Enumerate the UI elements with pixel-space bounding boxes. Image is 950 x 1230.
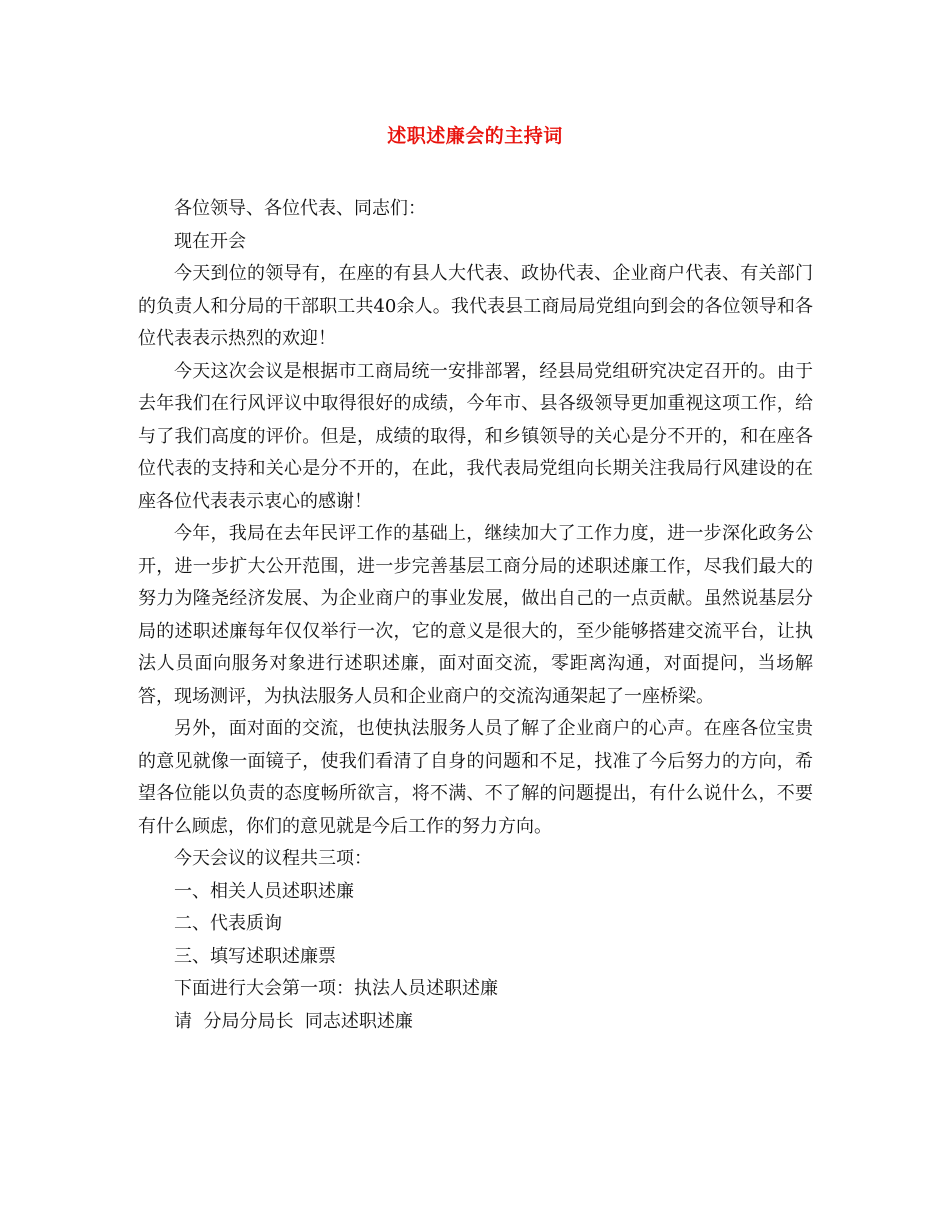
- first-item-announcement: 下面进行大会第一项：执法人员述职述廉: [174, 978, 498, 999]
- speaker-invitation: 请 分局分局长 同志述职述廉: [174, 1010, 413, 1032]
- feedback-paragraph: 另外，面对面的交流，也使执法服务人员了解了企业商户的心声。在座各位宝贵的意见就像一面镜子，使我们看清了自身的问题和不足，找准了今后努力的方向，希望各位能以负责的态度畅所欲言，将不满、不了解的问题提出，有什么说什么，不要有什么顾虑，你们的意见就是今后工作的努力方向。: [138, 718, 813, 837]
- document-title: 述职述廉会的主持词: [387, 125, 563, 147]
- opening-paragraph: 现在开会: [174, 230, 246, 252]
- salutation-paragraph: 各位领导、各位代表、同志们：: [174, 198, 426, 219]
- agenda-item-3: 三、填写述职述廉票: [174, 945, 336, 967]
- attendees-paragraph: 今天到位的领导有，在座的有县人大代表、政协代表、企业商户代表、有关部门的负责人和分局的干部职工共40余人。我代表县工商局局党组向到会的各位领导和各位代表表示热烈的欢迎！: [138, 263, 813, 349]
- document-body: [138, 193, 813, 1038]
- meeting-background-paragraph: 今天这次会议是根据市工商局统一安排部署，经县局党组研究决定召开的。由于去年我们在行风评议中取得很好的成绩，今年市、县各级领导更加重视这项工作，给与了我们高度的评价。但是，成绩的取得，和乡镇领导的关心是分不开的，和在座各位代表的支持和关心是分不开的，在此，我代表局党组向长期关注我局行风建设的在座各位代表表示衷心的感谢！: [138, 360, 813, 512]
- work-summary-paragraph: 今年，我局在去年民评工作的基础上，继续加大了工作力度，进一步深化政务公开，进一步扩大公开范围，进一步完善基层工商分局的述职述廉工作，尽我们最大的努力为隆尧经济发展、为企业商户的事业发展，做出自己的一点贡献。虽然说基层分局的述职述廉每年仅仅举行一次，它的意义是很大的，至少能够搭建交流平台，让执法人员面向服务对象进行述职述廉，面对面交流，零距离沟通，对面提问，当场解答，现场测评，为执法服务人员和企业商户的交流沟通架起了一座桥梁。: [138, 523, 813, 707]
- agenda-item-1: 一、相关人员述职述廉: [174, 880, 354, 902]
- agenda-heading: 今天会议的议程共三项：: [174, 848, 372, 869]
- agenda-item-2: 二、代表质询: [174, 913, 282, 934]
